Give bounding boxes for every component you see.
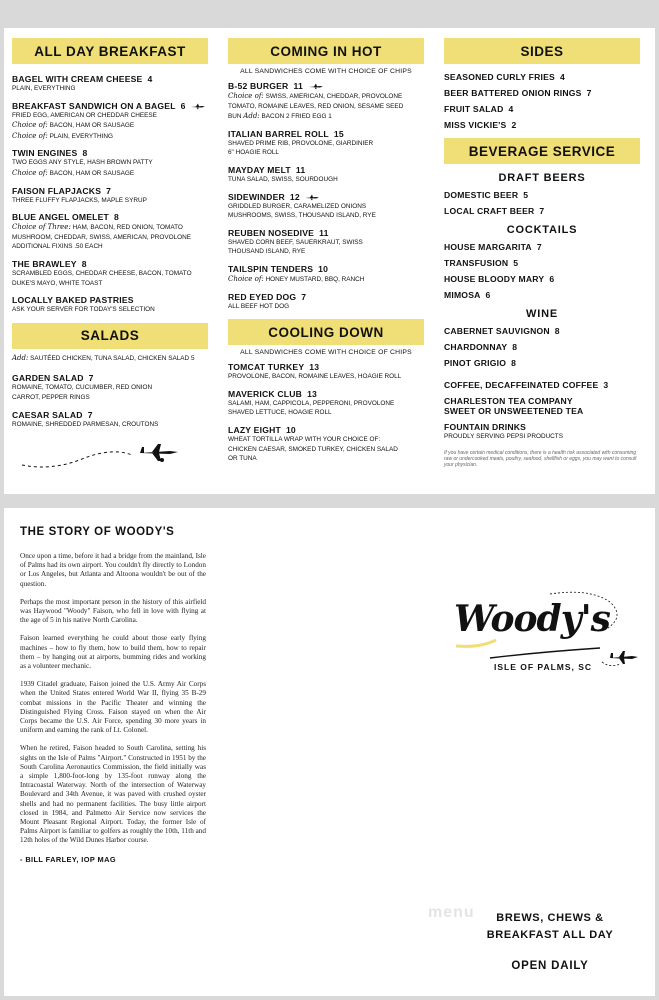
item-name: DOMESTIC BEER <box>444 190 519 200</box>
item-description: GRIDDLED BURGER, CARAMELIZED ONIONS <box>228 202 367 210</box>
menu-item <box>228 264 424 285</box>
add-label: Add: <box>243 112 260 121</box>
cooling-down-heading: COOLING DOWN <box>228 319 424 345</box>
item-price: 7 <box>88 373 94 384</box>
menu-item <box>444 190 640 200</box>
menu-item <box>228 389 424 418</box>
item-name: HOUSE BLOODY MARY <box>444 274 545 284</box>
menu-item <box>444 120 640 130</box>
item-name: MIMOSA <box>444 290 481 300</box>
item-name: LOCAL CRAFT BEER <box>444 206 535 216</box>
airplane-icon <box>304 194 320 201</box>
item-name: LAZY EIGHT <box>228 424 281 435</box>
menu-item <box>444 206 640 216</box>
menu-item <box>444 380 640 390</box>
item-name: SWEET OR UNSWEETENED TEA <box>444 406 584 416</box>
menu-item <box>228 81 424 122</box>
item-name: COFFEE, DECAFFEINATED COFFEE <box>444 380 599 390</box>
item-name: MISS VICKIE'S <box>444 120 507 130</box>
item-name: SEASONED CURLY FRIES <box>444 72 555 82</box>
menu-item <box>444 342 640 352</box>
tagline-line: BREWS, CHEWS & <box>496 912 604 924</box>
item-price: 6 <box>485 290 491 300</box>
item-description: MUSHROOMS, SWISS, THOUSAND ISLAND, RYE <box>228 212 376 220</box>
choice-label: Choice of Three: <box>12 223 71 232</box>
add-text: BACON 2 FRIED EGG 1 <box>261 113 332 121</box>
item-price: 7 <box>106 185 112 196</box>
item-price: 13 <box>307 388 318 399</box>
menu-item <box>12 259 208 288</box>
menu-column-2 <box>228 38 424 464</box>
choice-label: Choice of: <box>228 274 264 283</box>
item-name: GARDEN SALAD <box>12 373 84 384</box>
item-price: 7 <box>87 409 93 420</box>
chips-note: ALL SANDWICHES COME WITH CHOICE OF CHIPS <box>240 349 412 357</box>
airplane-icon <box>308 83 324 90</box>
menu-item <box>228 165 424 185</box>
menu-item <box>444 274 640 284</box>
item-description: SHAVED CORN BEEF, SAUERKRAUT, SWISS <box>228 238 363 246</box>
item-name: BEER BATTERED ONION RINGS <box>444 88 582 98</box>
coming-in-hot-heading: COMING IN HOT <box>228 38 424 64</box>
health-disclaimer: If you have certain medical conditions, there is a health risk associated with consuming raw or undercooked meats, poultry, seafood, shellfish or eggs, you may want to consult your physician. <box>444 449 637 468</box>
menu-item <box>12 74 208 94</box>
story-byline: - BILL FARLEY, IOP MAG <box>20 854 116 864</box>
menu-column-3 <box>444 38 640 468</box>
item-description: TUNA SALAD, SWISS, SOURDOUGH <box>228 175 338 183</box>
item-name: BAGEL WITH CREAM CHEESE <box>12 74 143 84</box>
story-title: THE STORY OF WOODY'S <box>20 526 175 538</box>
menu-item <box>444 396 640 416</box>
item-price: 10 <box>285 424 296 435</box>
item-name: MAYDAY MELT <box>228 164 291 175</box>
menu-item <box>12 410 208 430</box>
woodys-logo <box>450 588 640 688</box>
menu-item <box>228 425 424 464</box>
item-price: 11 <box>295 164 306 175</box>
item-name: THE BRAWLEY <box>12 258 77 269</box>
item-name: FOUNTAIN DRINKS <box>444 422 527 432</box>
item-description: ADDITIONAL FIXINS .50 EACH <box>12 243 103 251</box>
item-name: CAESAR SALAD <box>12 409 83 420</box>
item-name: TAILSPIN TENDERS <box>228 263 314 274</box>
item-price: 5 <box>523 190 529 200</box>
item-description: THOUSAND ISLAND, RYE <box>228 248 306 256</box>
menu-item <box>228 228 424 257</box>
menu-watermark: menu <box>428 904 475 921</box>
item-description: WHEAT TORTILLA WRAP WITH YOUR CHOICE OF: <box>228 435 381 443</box>
item-description: ALL BEEF HOT DOG <box>228 302 290 310</box>
menu-item <box>228 362 424 382</box>
item-price: 8 <box>82 148 88 159</box>
item-name: ITALIAN BARREL ROLL <box>228 128 329 139</box>
item-name: CHARDONNAY <box>444 342 508 352</box>
item-description: SALAMI, HAM, CAPPICOLA, PEPPERONI, PROVOLONE <box>228 399 395 407</box>
story-paragraph: 1939 Citadel graduate, Faison joined the U.S. Army Air Corps when the United States entered World War II, flying 35 B-29 combat missions in the Pacific Theater and winning the Distinguished Flying Cross. Faison stayed on when the Air Corps became the U.S. Air Force, spending 30 more years in uniform and earning the rank of Lt. Colonel. <box>20 680 206 735</box>
chips-note: ALL SANDWICHES COME WITH CHOICE OF CHIPS <box>240 68 412 75</box>
draft-beers-heading: DRAFT BEERS <box>498 172 586 184</box>
item-price: 8 <box>81 258 87 269</box>
breakfast-heading: ALL DAY BREAKFAST <box>12 38 208 64</box>
menu-item <box>228 129 424 158</box>
add-text: SAUTÉED CHICKEN, TUNA SALAD, CHICKEN SALAD <box>30 354 190 362</box>
airplane-icon <box>190 103 206 110</box>
menu-item <box>12 148 208 178</box>
item-name: PINOT GRIGIO <box>444 358 507 368</box>
choice-text: PLAIN, EVERYTHING <box>49 132 114 140</box>
item-price: 7 <box>539 206 545 216</box>
item-description: ROMAINE, TOMATO, CUCUMBER, RED ONION <box>12 384 153 392</box>
sides-heading: SIDES <box>444 38 640 64</box>
menu-item <box>444 358 640 368</box>
menu-item <box>444 104 640 114</box>
item-description: SCRAMBLED EGGS, CHEDDAR CHEESE, BACON, TOMATO <box>12 269 192 277</box>
item-description: MUSHROOM, CHEDDAR, SWISS, AMERICAN, PROVOLONE <box>12 233 191 241</box>
menu-item <box>444 72 640 82</box>
item-description: PROVOLONE, BACON, ROMAINE LEAVES, HOAGIE ROLL <box>228 373 402 381</box>
item-name: TOMCAT TURKEY <box>228 362 305 373</box>
choice-text: HAM, BACON, RED ONION, TOMATO <box>72 224 183 232</box>
choice-label: Choice of: <box>228 92 264 100</box>
menu-item <box>444 258 640 268</box>
item-name: FAISON FLAPJACKS <box>12 185 102 196</box>
item-price: 15 <box>333 128 344 139</box>
item-price: 5 <box>513 258 519 268</box>
item-description: THREE FLUFFY FLAPJACKS, MAPLE SYRUP <box>12 196 147 204</box>
item-price: 4 <box>147 74 153 84</box>
item-name: SIDEWINDER <box>228 191 285 202</box>
menu-item <box>12 373 208 402</box>
menu-item <box>444 326 640 336</box>
item-name: TWIN ENGINES <box>12 148 78 159</box>
item-name: TRANSFUSION <box>444 258 509 268</box>
item-description: TOMATO, ROMAINE LEAVES, RED ONION, SESAME SEED <box>228 102 404 110</box>
menu-column-1 <box>12 38 208 478</box>
choice-text: BACON, HAM OR SAUSAGE <box>49 122 135 130</box>
item-name: LOCALLY BAKED PASTRIES <box>12 295 134 306</box>
item-name: REUBEN NOSEDIVE <box>228 227 315 238</box>
item-price: 6 <box>180 100 186 111</box>
open-daily: OPEN DAILY <box>511 960 589 972</box>
beverage-heading: BEVERAGE SERVICE <box>444 138 640 164</box>
logo-location: ISLE OF PALMS, SC <box>494 662 593 672</box>
menu-item <box>12 212 208 252</box>
story-section <box>20 526 206 864</box>
item-price: 8 <box>113 212 119 223</box>
item-price: 8 <box>554 326 560 336</box>
choice-label: Choice of: <box>12 131 48 140</box>
choice-text: HONEY MUSTARD, BBQ, RANCH <box>265 275 365 283</box>
menu-panel <box>4 28 655 494</box>
story-paragraph: Faison learned everything he could about those early flying machines – how to fly them, how to build them, how to repair them – by hanging out at airports, bumming rides and working as a volunteer mechanic. <box>20 634 206 671</box>
menu-item <box>444 88 640 98</box>
menu-item <box>228 192 424 221</box>
add-price: 5 <box>190 354 195 362</box>
item-description: TWO EGGS ANY STYLE, HASH BROWN PATTY <box>12 159 153 167</box>
menu-item <box>444 422 640 442</box>
item-price: 8 <box>511 358 517 368</box>
item-price: 8 <box>512 342 518 352</box>
item-name: FRUIT SALAD <box>444 104 504 114</box>
item-description: 6" HOAGIE ROLL <box>228 149 279 157</box>
item-name: B-52 BURGER <box>228 81 289 91</box>
story-panel <box>4 508 655 996</box>
item-name: RED EYED DOG <box>228 291 297 302</box>
logo-wordmark: Woody's <box>454 598 610 640</box>
item-description: DUKE'S MAYO, WHITE TOAST <box>12 279 103 287</box>
item-price: 7 <box>586 88 592 98</box>
item-description: CHICKEN CAESAR, SMOKED TURKEY, CHICKEN SALAD <box>228 445 398 453</box>
story-paragraph: When he retired, Faison headed to South Carolina, setting his sights on the Isle of Palms "Airport." Constructed in 1951 by the South Carolina Aeronautics Commission, the field initially was a simple 1,800-foot-long by 135-foot runway along the Intracoastal Waterway. North of the intersection of Waterway Boulevard and 34th Avenue, it was paved with crushed oyster shells and had no permanent facilities. The busy little airport closed in 1984, and Palmetto Air Service now services the Mount Pleasant Regional Airport. Today, the former Isle of Palms Airport is familiar to golfers as roughly the 10th, 11th and 12th holes of the Wild Dunes Harbor course. <box>20 744 206 845</box>
item-description: FRIED EGG, AMERICAN OR CHEDDAR CHEESE <box>12 111 157 119</box>
menu-item <box>12 295 208 315</box>
item-description: SHAVED LETTUCE, HOAGIE ROLL <box>228 409 332 417</box>
item-name: BLUE ANGEL OMELET <box>12 212 109 223</box>
item-description: PROUDLY SERVING PEPSI PRODUCTS <box>444 433 563 440</box>
airplane-trail-icon <box>12 433 208 473</box>
item-price: 4 <box>559 72 565 82</box>
item-description: ROMAINE, SHREDDED PARMESAN, CROUTONS <box>12 420 159 428</box>
item-price: 4 <box>508 104 514 114</box>
choice-text: SWISS, AMERICAN, CHEDDAR, PROVOLONE <box>265 93 403 100</box>
item-price: 11 <box>293 81 303 91</box>
wine-heading: WINE <box>526 308 558 320</box>
item-name: CHARLESTON TEA COMPANY <box>444 396 573 406</box>
item-price: 3 <box>603 380 609 390</box>
item-name: BREAKFAST SANDWICH ON A BAGEL <box>12 100 176 111</box>
item-description: OR TUNA <box>228 455 257 463</box>
menu-item <box>444 290 640 300</box>
item-price: 10 <box>318 263 329 274</box>
item-description: SHAVED PRIME RIB, PROVOLONE, GIARDINIER <box>228 139 374 147</box>
menu-item <box>444 242 640 252</box>
item-description: CARROT, PEPPER RINGS <box>12 393 90 401</box>
item-price: 12 <box>289 191 300 202</box>
item-description: BUN <box>228 113 242 121</box>
item-name: CABERNET SAUVIGNON <box>444 326 550 336</box>
item-price: 2 <box>511 120 517 130</box>
item-price: 6 <box>549 274 555 284</box>
item-description: PLAIN, EVERYTHING <box>12 85 76 92</box>
item-price: 11 <box>319 227 329 238</box>
item-description: ASK YOUR SERVER FOR TODAY'S SELECTION <box>12 306 155 314</box>
item-price: 7 <box>301 291 307 302</box>
menu-item <box>12 186 208 206</box>
story-paragraph: Perhaps the most important person in the history of this airfield was Haywood "Woody" Faison, who fell in love with flying at the age of 5 in his native North Carolina. <box>20 597 206 625</box>
cocktails-heading: COCKTAILS <box>506 224 578 236</box>
story-paragraph: Once upon a time, before it had a bridge from the mainland, Isle of Palms had its own airport. You couldn't fly directly to London or Los Angeles, but Atlanta and Altoona wouldn't be out of the question. <box>20 552 206 588</box>
menu-item <box>12 101 208 142</box>
item-name: HOUSE MARGARITA <box>444 242 532 252</box>
choice-label: Choice of: <box>12 168 48 177</box>
menu-item <box>228 292 424 312</box>
tagline <box>444 910 656 944</box>
salads-heading: SALADS <box>12 323 208 349</box>
choice-text: BACON, HAM OR SAUSAGE <box>49 169 135 177</box>
item-name: MAVERICK CLUB <box>228 388 303 399</box>
item-price: 7 <box>536 242 542 252</box>
choice-label: Choice of: <box>12 121 48 130</box>
tagline-line: BREAKFAST ALL DAY <box>486 929 614 941</box>
item-price: 13 <box>309 362 320 373</box>
add-label: Add: <box>12 353 29 362</box>
